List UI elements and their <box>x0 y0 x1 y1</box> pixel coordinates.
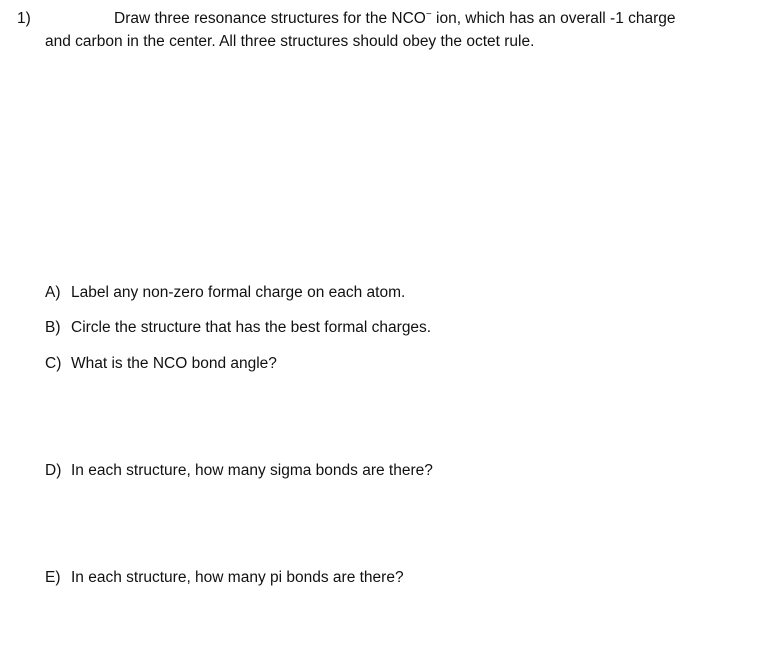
subquestion-letter: E) <box>45 569 61 586</box>
subquestion-c <box>45 355 277 373</box>
subquestion-text: In each structure, how many sigma bonds are there? <box>71 462 433 479</box>
subquestion-text: Label any non-zero formal charge on each atom. <box>71 284 406 301</box>
subquestion-letter: A) <box>45 284 61 301</box>
question-text-line-1 <box>114 10 676 28</box>
subquestion-b <box>45 319 431 337</box>
question-text-line-2: and carbon in the center. All three structures should obey the octet rule. <box>45 33 535 50</box>
subquestion-letter: D) <box>45 462 62 479</box>
question-text-end: ion, which has an overall -1 charge <box>431 10 676 27</box>
subquestion-letter: B) <box>45 319 61 336</box>
subquestion-a <box>45 284 405 302</box>
subquestion-text: What is the NCO bond angle? <box>71 355 277 372</box>
subquestion-text: In each structure, how many pi bonds are there? <box>71 569 404 586</box>
subquestion-text: Circle the structure that has the best formal charges. <box>71 319 432 336</box>
subquestion-letter: C) <box>45 355 62 372</box>
charge-superscript: − <box>425 9 432 20</box>
subquestion-e <box>45 569 404 587</box>
question-number: 1) <box>17 10 31 27</box>
subquestion-d <box>45 462 433 480</box>
question-text-start: Draw three resonance structures for the NCO <box>114 10 426 27</box>
